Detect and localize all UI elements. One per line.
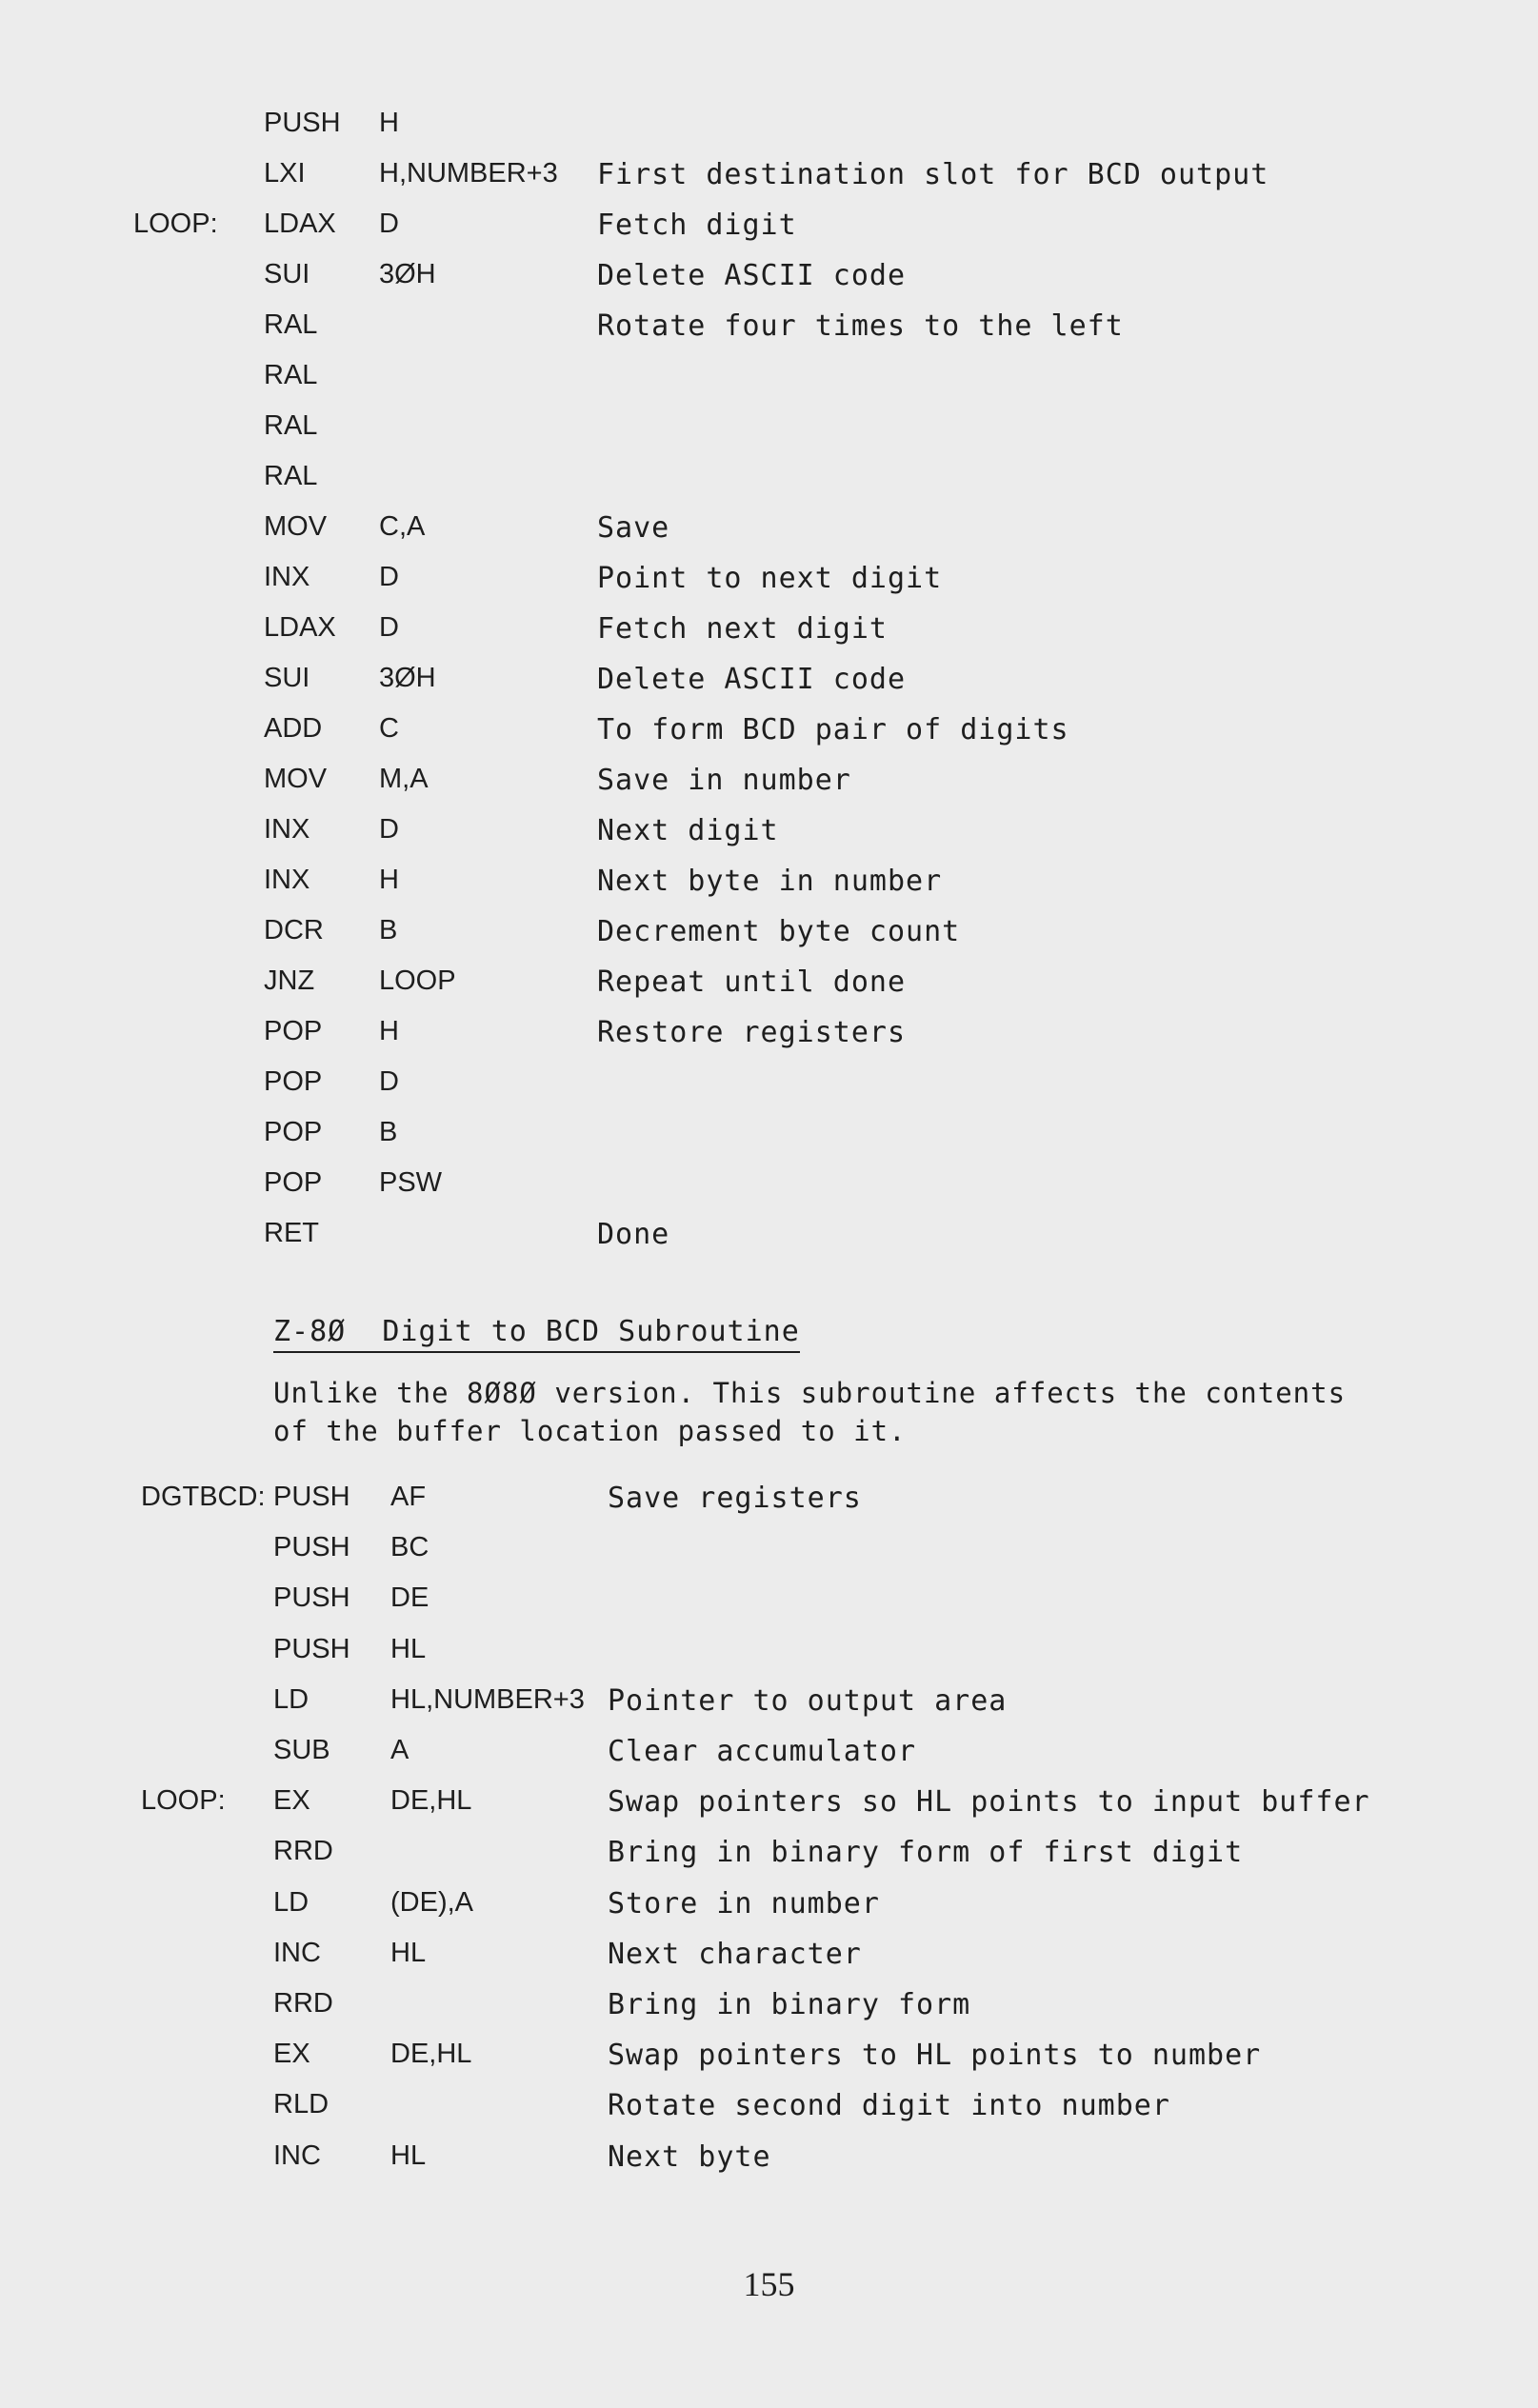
code-comment: Pointer to output area bbox=[608, 1683, 1008, 1718]
code-opcode: LD bbox=[273, 1683, 310, 1715]
code-line bbox=[0, 309, 1538, 357]
code-opcode: POP bbox=[264, 1117, 323, 1147]
code-opcode: DCR bbox=[264, 915, 324, 945]
code-opcode: POP bbox=[264, 1016, 323, 1046]
code-line bbox=[0, 1684, 1538, 1732]
code-comment: Clear accumulator bbox=[608, 1735, 917, 1768]
code-opcode: RRD bbox=[273, 1988, 333, 2019]
code-comment: Bring in binary form of first digit bbox=[608, 1836, 1244, 1870]
code-opcode: ADD bbox=[264, 713, 323, 744]
code-comment: Save in number bbox=[597, 764, 851, 797]
code-comment: Save bbox=[597, 511, 670, 545]
code-opcode: RAL bbox=[264, 309, 318, 340]
code-operand: D bbox=[379, 814, 399, 845]
code-line bbox=[0, 2089, 1538, 2137]
code-operand: B bbox=[379, 1117, 398, 1147]
code-comment: Delete ASCII code bbox=[597, 663, 907, 696]
code-operand: DE,HL bbox=[390, 2039, 472, 2070]
code-comment: Save registers bbox=[608, 1482, 862, 1515]
code-line bbox=[0, 360, 1538, 408]
code-opcode: SUB bbox=[273, 1735, 330, 1765]
code-opcode: INX bbox=[264, 562, 310, 592]
code-line bbox=[0, 915, 1538, 963]
code-line bbox=[0, 108, 1538, 155]
intro-line: Unlike the 8Ø8Ø version. This subroutine affects the contents bbox=[273, 1377, 1347, 1409]
code-line bbox=[0, 1988, 1538, 2036]
code-opcode: RAL bbox=[264, 410, 318, 441]
code-opcode: RET bbox=[264, 1218, 319, 1248]
code-opcode: POP bbox=[264, 1167, 323, 1198]
code-opcode: SUI bbox=[264, 259, 310, 289]
code-line bbox=[0, 764, 1538, 811]
code-comment: Point to next digit bbox=[597, 562, 943, 595]
code-line bbox=[0, 713, 1538, 761]
code-comment: Restore registers bbox=[597, 1016, 907, 1049]
code-opcode: INC bbox=[273, 2139, 321, 2171]
code-opcode: PUSH bbox=[264, 108, 341, 138]
code-line bbox=[0, 865, 1538, 912]
code-comment: Decrement byte count bbox=[597, 915, 961, 948]
code-line bbox=[0, 814, 1538, 862]
code-line bbox=[0, 1785, 1538, 1833]
code-line bbox=[0, 1582, 1538, 1630]
code-line bbox=[0, 1887, 1538, 1935]
code-line bbox=[0, 1938, 1538, 1985]
code-line bbox=[0, 209, 1538, 256]
code-line bbox=[0, 1836, 1538, 1883]
code-label: DGTBCD: bbox=[141, 1482, 266, 1512]
code-line bbox=[0, 1066, 1538, 1114]
code-opcode: LXI bbox=[264, 158, 306, 189]
section-intro bbox=[273, 1377, 1416, 1453]
code-comment: To form BCD pair of digits bbox=[597, 713, 1069, 746]
code-line bbox=[0, 461, 1538, 508]
code-line bbox=[0, 612, 1538, 660]
code-line bbox=[0, 410, 1538, 458]
code-operand: (DE),A bbox=[390, 1886, 473, 1918]
code-comment: First destination slot for BCD output bbox=[597, 158, 1269, 191]
code-opcode: RLD bbox=[273, 2089, 330, 2120]
code-label: LOOP: bbox=[133, 209, 218, 239]
code-operand: LOOP bbox=[379, 965, 456, 996]
code-operand: C bbox=[379, 713, 399, 744]
code-line bbox=[0, 158, 1538, 206]
code-line bbox=[0, 562, 1538, 609]
code-comment: Next digit bbox=[597, 814, 779, 847]
code-opcode: INC bbox=[273, 1937, 321, 1968]
code-opcode: MOV bbox=[264, 764, 328, 794]
code-line bbox=[0, 1634, 1538, 1682]
code-operand: PSW bbox=[379, 1167, 443, 1198]
page-number: 155 bbox=[743, 2265, 795, 2303]
code-operand: AF bbox=[390, 1482, 427, 1512]
code-opcode: LD bbox=[273, 1886, 310, 1918]
code-operand: H,NUMBER+3 bbox=[379, 158, 558, 189]
code-opcode: LDAX bbox=[264, 612, 336, 643]
code-operand: DE,HL bbox=[390, 1785, 472, 1817]
code-comment: Swap pointers so HL points to input buffer bbox=[608, 1785, 1370, 1820]
code-comment: Fetch next digit bbox=[597, 612, 888, 646]
code-opcode: MOV bbox=[264, 511, 328, 542]
code-opcode: JNZ bbox=[264, 965, 315, 996]
code-opcode: INX bbox=[264, 865, 310, 895]
code-comment: Next byte in number bbox=[597, 865, 943, 898]
code-line bbox=[0, 663, 1538, 710]
code-opcode: PUSH bbox=[273, 1532, 350, 1563]
code-operand: H bbox=[379, 865, 399, 895]
code-opcode: RAL bbox=[264, 461, 318, 491]
code-line bbox=[0, 2140, 1538, 2188]
code-comment: Bring in binary form bbox=[608, 1988, 971, 2021]
code-opcode: PUSH bbox=[273, 1582, 350, 1614]
code-operand: H bbox=[379, 1016, 399, 1046]
code-operand: HL bbox=[390, 1937, 427, 1968]
code-operand: 3ØH bbox=[379, 259, 436, 289]
code-operand: HL,NUMBER+3 bbox=[390, 1683, 585, 1715]
code-line bbox=[0, 1117, 1538, 1164]
code-operand: D bbox=[379, 562, 399, 592]
code-opcode: SUI bbox=[264, 663, 310, 693]
code-comment: Store in number bbox=[608, 1886, 880, 1920]
code-line bbox=[0, 1167, 1538, 1215]
code-operand: DE bbox=[390, 1582, 429, 1614]
code-line bbox=[0, 1016, 1538, 1064]
code-operand: D bbox=[379, 209, 399, 239]
section-heading: Z-8Ø Digit to BCD Subroutine bbox=[273, 1315, 800, 1353]
code-comment: Rotate four times to the left bbox=[597, 309, 1124, 343]
code-opcode: EX bbox=[273, 2039, 310, 2070]
code-comment: Delete ASCII code bbox=[597, 259, 907, 292]
code-opcode: PUSH bbox=[273, 1633, 350, 1664]
code-opcode: POP bbox=[264, 1066, 323, 1097]
code-opcode: RRD bbox=[273, 1836, 333, 1867]
code-opcode: EX bbox=[273, 1785, 310, 1817]
code-comment: Done bbox=[597, 1218, 670, 1251]
code-operand: D bbox=[379, 612, 399, 643]
code-operand: BC bbox=[390, 1532, 429, 1563]
code-opcode: INX bbox=[264, 814, 310, 845]
code-comment: Rotate second digit into number bbox=[608, 2089, 1170, 2123]
code-line bbox=[0, 1532, 1538, 1580]
code-comment: Next character bbox=[608, 1937, 862, 1971]
code-line bbox=[0, 259, 1538, 307]
code-operand: HL bbox=[390, 1633, 427, 1664]
code-operand: HL bbox=[390, 2139, 427, 2171]
code-opcode: PUSH bbox=[273, 1482, 350, 1512]
code-comment: Swap pointers to HL points to number bbox=[608, 2039, 1262, 2073]
code-operand: D bbox=[379, 1066, 399, 1097]
code-operand: C,A bbox=[379, 511, 426, 542]
code-operand: 3ØH bbox=[379, 663, 436, 693]
code-operand: H bbox=[379, 108, 399, 138]
code-line bbox=[0, 2039, 1538, 2086]
intro-line: of the buffer location passed to it. bbox=[273, 1415, 907, 1447]
code-label: LOOP: bbox=[141, 1785, 226, 1817]
code-line bbox=[0, 511, 1538, 559]
code-line bbox=[0, 1482, 1538, 1529]
code-operand: B bbox=[379, 915, 398, 945]
code-operand: A bbox=[390, 1735, 409, 1765]
code-operand: M,A bbox=[379, 764, 429, 794]
code-line bbox=[0, 1735, 1538, 1782]
code-comment: Fetch digit bbox=[597, 209, 797, 242]
code-line bbox=[0, 965, 1538, 1013]
code-opcode: RAL bbox=[264, 360, 318, 390]
code-comment: Repeat until done bbox=[597, 965, 907, 999]
code-opcode: LDAX bbox=[264, 209, 336, 239]
code-comment: Next byte bbox=[608, 2139, 771, 2174]
code-line bbox=[0, 1218, 1538, 1265]
